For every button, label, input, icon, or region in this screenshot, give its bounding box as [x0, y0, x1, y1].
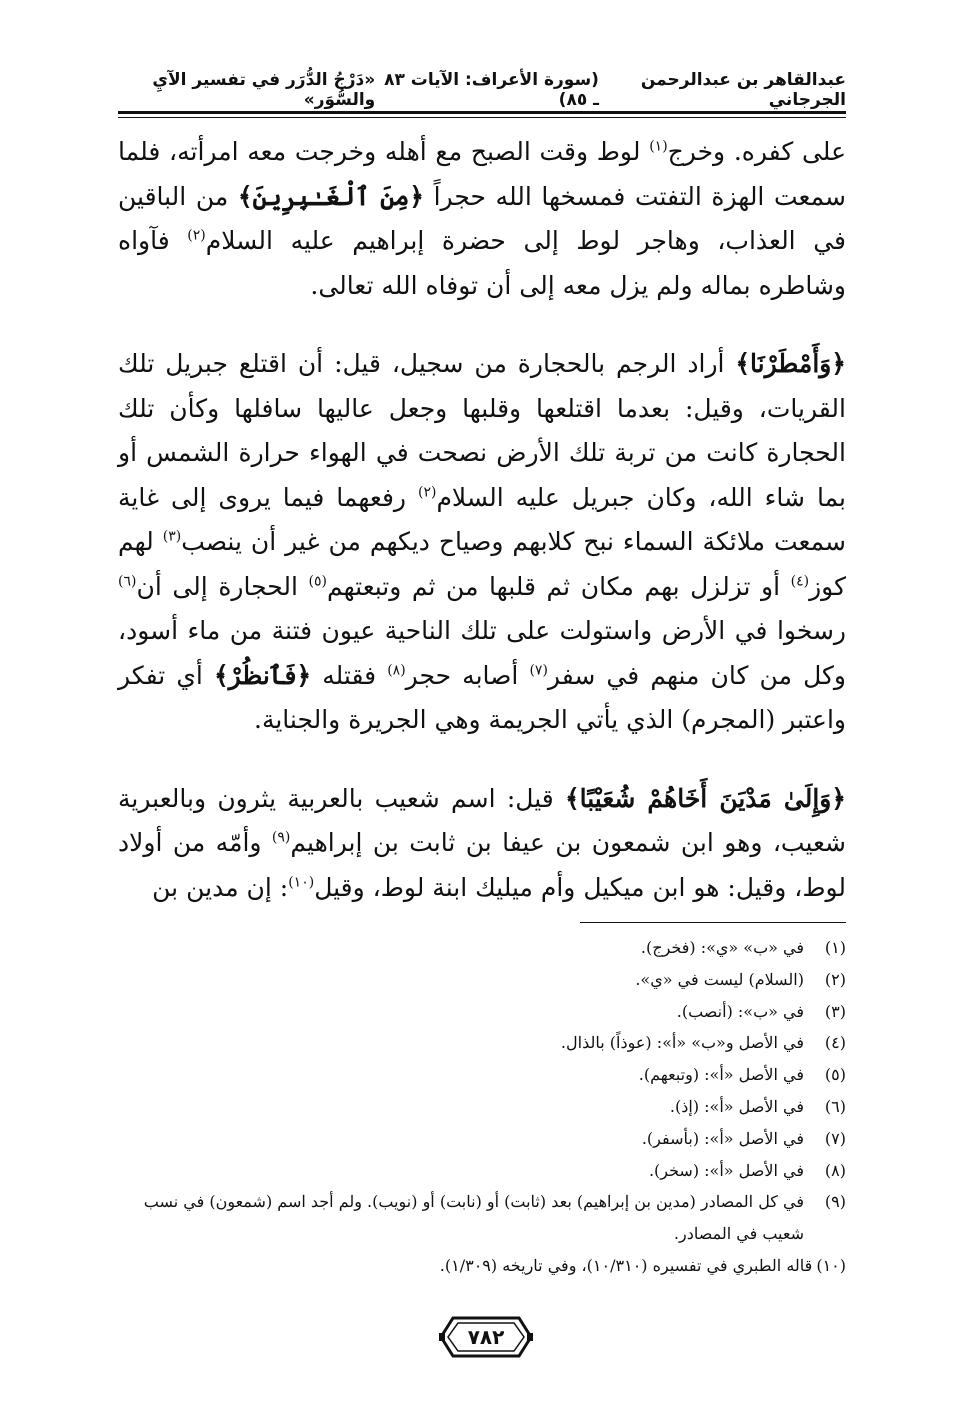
footnote-separator — [580, 922, 846, 923]
paragraph-1: على كفره. وخرج$^{(١)}$ لوط وقت الصبح مع أهله وخرجت معه امرأته، فلما سمعت الهزة التفتت فمسخها الله حجراً ﴿مِنَ ٱلْغَـٰبِرِينَ﴾ من الباقين في العذاب، وهاجر لوط إلى حضرة إبراهيم عليه السلام$^{(٢)}$ فآواه وشاطره بماله ولم يزل معه إلى أن توفاه الله تعالى. — [118, 137, 846, 300]
footnote-text: (السلام) ليست في «ي». — [635, 969, 804, 989]
footnote-ref-9: (٩) — [271, 829, 291, 846]
footnote-text: في كل المصادر (مدين بن إبراهيم) بعد (ثابت) أو (نابت) أو (نويب). ولم أجد اسم (شمعون) في نسب شعيب في المصادر. — [143, 1192, 804, 1244]
footnote-text: في «ب» «ي»: (فخرج). — [640, 938, 804, 957]
footnote-item — [118, 964, 846, 996]
footnote-number: (٦) — [824, 1096, 846, 1116]
footnote-item — [118, 1250, 846, 1282]
running-header — [118, 72, 846, 108]
main-text — [118, 130, 846, 910]
footnote-ref-10: (١٠) — [288, 874, 315, 891]
paragraph-3: ﴿وَإِلَىٰ مَدْيَنَ أَخَاهُمْ شُعَيْبًا﴾ قيل: اسم شعيب بالعربية يثرون وبالعبرية شعيب، وهو ابن شمعون بن عيفا بن ثابت بن إبراهيم$^{(٩)}$ وأمّه من أولاد لوط، وقيل: هو ابن ميكيل وأم ميليك ابنة لوط، وقيل$^{(١٠)}$: إن مدين بن — [118, 783, 846, 902]
page-number: ٧٨٢ — [467, 1325, 505, 1349]
footnote-ref-7: (٧) — [529, 662, 548, 679]
page-number-badge — [439, 1316, 533, 1358]
footnote-text: في الأصل «أ»: (إذ). — [669, 1096, 804, 1116]
footnotes — [118, 932, 846, 1282]
footnote-ref-1: (١) — [649, 138, 668, 155]
quran-quote: ﴿فَٱنظُرْ﴾ — [213, 660, 312, 690]
footnote-text: في الأصل «أ»: (بأسفر). — [641, 1128, 804, 1148]
footnote-number: (٩) — [824, 1192, 846, 1212]
footnote-number: (٤) — [824, 1033, 846, 1053]
footnote-item — [118, 932, 846, 964]
footnote-ref-3: (٣) — [162, 528, 182, 545]
footnote-text: في «ب»: (أنصب). — [676, 1001, 804, 1021]
footnote-item — [118, 996, 846, 1028]
footnote-ref-2: (٢) — [417, 484, 437, 501]
footnote-ref-5: (٥) — [308, 573, 327, 590]
footnote-ref-6: (٦) — [118, 573, 137, 590]
header-rule — [118, 111, 846, 114]
footnote-item — [118, 1091, 846, 1123]
footnote-item — [118, 1155, 846, 1187]
footnote-ref-4: (٤) — [790, 573, 810, 590]
footnote-number: (١٠) — [816, 1255, 846, 1275]
quran-quote: ﴿مِنَ ٱلْغَـٰبِرِينَ﴾ — [237, 181, 425, 211]
footnote-number: (٣) — [824, 1001, 846, 1021]
paragraph-2: ﴿وَأَمْطَرْنَا﴾ أراد الرجم بالحجارة من سجيل، قيل: أن اقتلع جبريل تلك القريات، وقيل: بعدما اقتلعها وقلبها وجعل عاليها سافلها وكأن تلك الحجارة كانت من تربة تلك الأرض نصحت في الهواء حرارة الشمس أو بما شاء الله، وكان جبريل عليه السلام$^{(٢)}$ رفعهما فيما يروى إلى غاية سمعت ملائكة السماء نبح كلابهم وصياح ديكهم من غير أن ينصب$^{(٣)}$ لهم كوز$^{(٤)}$ أو تزلزل بهم مكان ثم قلبها من ثم وتبعتهم$^{(٥)}$ الحجارة إلى أن$^{(٦)}$ رسخوا في الأرض واستولت على تلك الناحية عيون فتنة من ماء أسود، وكل من كان منهم في سفر$^{(٧)}$ أصابه حجر$^{(٨)}$ فقتله ﴿فَٱنظُرْ﴾ أي تفكر واعتبر (المجرم) الذي يأتي الجريمة وهي الجريرة والجناية. — [118, 349, 846, 734]
header-surah-reference: (سورة الأعراف: الآيات ٨٣ ـ ٨٥) — [384, 70, 599, 110]
footnote-number: (٨) — [824, 1160, 846, 1180]
footnote-item — [118, 1186, 846, 1250]
footnote-text: في الأصل «أ»: (وتبعهم). — [638, 1065, 804, 1085]
quran-quote: ﴿وَإِلَىٰ مَدْيَنَ أَخَاهُمْ شُعَيْبًا﴾ — [565, 783, 846, 813]
footnote-item — [118, 1027, 846, 1059]
header-rule-secondary — [118, 117, 846, 118]
footnote-ref-2: (٢) — [187, 227, 206, 244]
footnote-number: (٧) — [824, 1128, 846, 1148]
header-book-title: «دَرْجُ الدُّرَر في تفسير الآيِ والسُّوَر» — [152, 70, 376, 110]
footnote-number: (٥) — [824, 1065, 846, 1085]
footnote-item — [118, 1059, 846, 1091]
footnote-item — [118, 1123, 846, 1155]
footnote-text: في الأصل و«ب» «أ»: (عوذاً) بالذال. — [560, 1033, 804, 1053]
footnote-number: (٢) — [824, 969, 846, 989]
header-author: عبدالقاهر بن عبدالرحمن الجرجاني — [640, 70, 846, 110]
footnote-ref-8: (٨) — [387, 662, 406, 679]
footnote-text: في الأصل «أ»: (سخر). — [648, 1160, 804, 1180]
footnote-number: (١) — [824, 938, 846, 957]
footnote-text: قاله الطبري في تفسيره (١٠/٣١٠)، وفي تاريخه (١/٣٠٩). — [439, 1255, 813, 1275]
quran-quote: ﴿وَأَمْطَرْنَا﴾ — [735, 349, 846, 378]
